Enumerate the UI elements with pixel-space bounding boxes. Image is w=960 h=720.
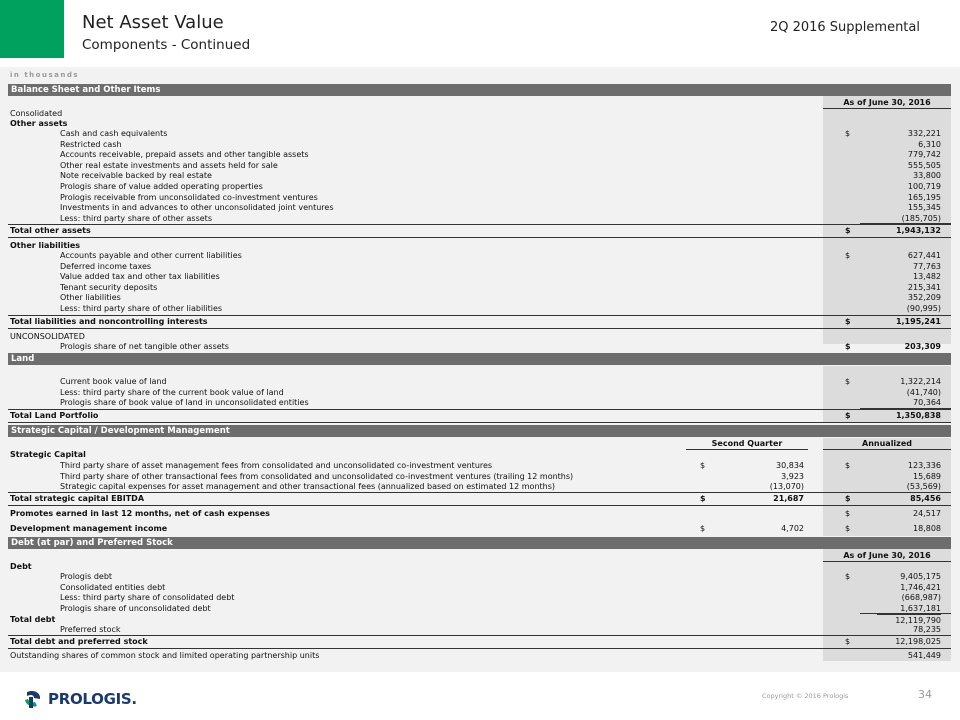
row-label: Accounts payable and other current liabilities bbox=[60, 251, 242, 260]
row-label: Third party share of other transactional fees from consolidated and unconsolidated co-investment ventures (trailing 12 months) bbox=[60, 471, 574, 481]
currency-symbol: $ bbox=[845, 637, 851, 646]
row-value: (41,740) bbox=[906, 387, 941, 397]
subtotal-rule bbox=[860, 408, 951, 409]
page-subtitle: Components - Continued bbox=[82, 37, 251, 53]
row-value: 100,719 bbox=[907, 182, 941, 191]
row-value: (668,987) bbox=[901, 593, 941, 603]
currency-symbol: $ bbox=[845, 251, 851, 260]
row-value: 1,322,214 bbox=[900, 377, 941, 386]
logo-wordmark: PROLOGIS. bbox=[48, 690, 137, 708]
row-label: Less: third party share of other liabilities bbox=[60, 304, 223, 313]
currency-symbol: $ bbox=[845, 572, 851, 581]
row-label: Total Land Portfolio bbox=[10, 411, 99, 420]
other-liability-row bbox=[8, 271, 951, 282]
other-asset-row bbox=[8, 181, 951, 192]
section-bar-debt: Debt (at par) and Preferred Stock bbox=[8, 537, 951, 549]
other-asset-row bbox=[8, 192, 951, 203]
row-label: Other assets bbox=[10, 119, 68, 128]
row-label: Total debt and preferred stock bbox=[10, 637, 148, 646]
land-row bbox=[8, 397, 951, 408]
subtotal-rule bbox=[860, 613, 951, 614]
outstanding-shares-row bbox=[8, 650, 951, 661]
row-label: Note receivable backed by real estate bbox=[60, 171, 212, 181]
row-value: 6,310 bbox=[918, 139, 941, 149]
other-liability-row bbox=[8, 303, 951, 314]
brand-color-block bbox=[0, 0, 64, 58]
strategic-capital-row bbox=[8, 471, 951, 482]
row-label: Other real estate investments and assets held for sale bbox=[60, 160, 278, 170]
row-value: (90,995) bbox=[906, 304, 941, 313]
row-value: 215,341 bbox=[907, 282, 941, 292]
row-value-quarter: 21,687 bbox=[773, 494, 804, 503]
row-label: Consolidated bbox=[10, 109, 63, 118]
other-liability-row bbox=[8, 261, 951, 272]
row-value: 352,209 bbox=[907, 293, 941, 303]
subtotal-rule bbox=[860, 223, 951, 224]
row-label: Prologis receivable from unconsolidated co-investment ventures bbox=[60, 192, 318, 202]
total-liabilities-row bbox=[8, 315, 951, 329]
unconsolidated-row bbox=[8, 341, 951, 352]
currency-symbol: $ bbox=[845, 524, 851, 533]
row-label: Other liabilities bbox=[60, 293, 121, 303]
row-label: Prologis debt bbox=[60, 572, 113, 581]
debt-row bbox=[8, 582, 951, 593]
row-label: Development management income bbox=[10, 524, 168, 533]
row-value: 78,235 bbox=[913, 625, 941, 634]
column-header-annualized: Annualized bbox=[823, 438, 951, 450]
row-value: 203,309 bbox=[904, 342, 941, 351]
currency-symbol: $ bbox=[845, 377, 851, 386]
units-note: in thousands bbox=[10, 71, 79, 79]
row-value: 33,800 bbox=[913, 171, 941, 181]
row-label: Consolidated entities debt bbox=[60, 582, 166, 592]
row-value: 70,364 bbox=[913, 398, 941, 408]
row-label: Prologis share of unconsolidated debt bbox=[60, 603, 211, 613]
row-label: Current book value of land bbox=[60, 377, 167, 386]
currency-symbol: $ bbox=[845, 317, 851, 326]
row-label: Less: third party share of other assets bbox=[60, 213, 212, 223]
other-asset-row bbox=[8, 213, 951, 224]
row-value: 779,742 bbox=[907, 150, 941, 160]
row-value: 12,119,790 bbox=[877, 614, 941, 626]
row-value: 12,198,025 bbox=[895, 637, 941, 646]
row-label: Value added tax and other tax liabilities bbox=[60, 272, 220, 282]
row-label: Tenant security deposits bbox=[60, 282, 158, 292]
row-value: (185,705) bbox=[901, 213, 941, 223]
currency-symbol: $ bbox=[700, 524, 706, 533]
row-label: Prologis share of net tangible other assets bbox=[60, 342, 229, 351]
total-land-row bbox=[8, 409, 951, 423]
total-other-assets-row bbox=[8, 224, 951, 238]
column-header-second-quarter: Second Quarter bbox=[686, 438, 808, 450]
section-bar-balance-sheet: Balance Sheet and Other Items bbox=[8, 84, 951, 96]
row-value: 1,637,181 bbox=[900, 603, 941, 613]
row-label: Investments in and advances to other unconsolidated joint ventures bbox=[60, 203, 334, 213]
other-liability-row bbox=[8, 250, 951, 261]
currency-symbol: $ bbox=[700, 494, 706, 503]
row-label: Total debt bbox=[10, 615, 56, 624]
currency-symbol: $ bbox=[700, 461, 706, 470]
debt-row bbox=[8, 571, 951, 582]
row-label: Total strategic capital EBITDA bbox=[10, 494, 145, 503]
other-liability-row bbox=[8, 282, 951, 293]
row-label: Restricted cash bbox=[60, 139, 122, 149]
row-label: Deferred income taxes bbox=[60, 261, 152, 271]
row-value: 627,441 bbox=[907, 251, 941, 260]
currency-symbol: $ bbox=[845, 342, 851, 351]
row-value-quarter: 3,923 bbox=[781, 471, 804, 481]
row-label: Total other assets bbox=[10, 226, 91, 235]
currency-symbol: $ bbox=[845, 226, 851, 235]
row-label: Third party share of asset management fees from consolidated and unconsolidated co-investment ventures bbox=[60, 461, 493, 470]
strategic-capital-row bbox=[8, 460, 951, 471]
row-value-quarter: 4,702 bbox=[781, 524, 804, 533]
row-value-annualized: (53,569) bbox=[906, 482, 941, 492]
row-label: Less: third party share of the current book value of land bbox=[60, 387, 284, 397]
row-label: Strategic capital expenses for asset management and other transactional fees (annualized based on estimated 12 months) bbox=[60, 482, 556, 492]
row-value: 1,943,132 bbox=[895, 226, 941, 235]
row-value-annualized: 18,808 bbox=[913, 524, 941, 533]
currency-symbol: $ bbox=[845, 411, 851, 420]
other-asset-row bbox=[8, 128, 951, 139]
row-value: 332,221 bbox=[907, 129, 941, 138]
row-label: Total liabilities and noncontrolling interests bbox=[10, 317, 208, 326]
row-value-quarter: 30,834 bbox=[776, 461, 804, 470]
preferred-stock-row bbox=[8, 624, 951, 635]
row-value-annualized: 15,689 bbox=[913, 471, 941, 481]
currency-symbol: $ bbox=[845, 461, 851, 470]
row-value: 1,746,421 bbox=[900, 582, 941, 592]
other-asset-row bbox=[8, 139, 951, 150]
other-asset-row bbox=[8, 160, 951, 171]
row-label: UNCONSOLIDATED bbox=[10, 332, 85, 341]
prologis-logo bbox=[22, 688, 137, 710]
row-value-annualized: 24,517 bbox=[913, 509, 941, 518]
currency-symbol: $ bbox=[845, 509, 851, 518]
other-asset-row bbox=[8, 170, 951, 181]
column-header-as-of: As of June 30, 2016 bbox=[823, 97, 951, 109]
total-strategic-capital-row bbox=[8, 492, 951, 506]
row-label: Prologis share of value added operating properties bbox=[60, 182, 263, 191]
land-row bbox=[8, 387, 951, 398]
row-label: Other liabilities bbox=[10, 241, 81, 250]
section-bar-strategic-capital: Strategic Capital / Development Management bbox=[8, 425, 951, 437]
row-value: 13,482 bbox=[913, 272, 941, 282]
row-label: Outstanding shares of common stock and limited operating partnership units bbox=[10, 651, 320, 660]
row-label: Preferred stock bbox=[60, 625, 121, 634]
currency-symbol: $ bbox=[845, 494, 851, 503]
strategic-capital-row bbox=[8, 481, 951, 492]
report-period: 2Q 2016 Supplemental bbox=[769, 20, 920, 35]
row-label: Strategic Capital bbox=[10, 450, 86, 459]
column-header-as-of-debt: As of June 30, 2016 bbox=[823, 550, 951, 562]
row-value: 541,449 bbox=[907, 651, 941, 660]
row-value: 9,405,175 bbox=[900, 572, 941, 581]
other-asset-row bbox=[8, 149, 951, 160]
other-asset-row bbox=[8, 202, 951, 213]
prologis-logo-icon bbox=[22, 688, 44, 710]
page-number: 34 bbox=[918, 688, 932, 701]
other-liability-row bbox=[8, 292, 951, 303]
debt-row bbox=[8, 592, 951, 603]
row-label: Prologis share of book value of land in unconsolidated entities bbox=[60, 398, 309, 408]
heading-strategic-capital bbox=[8, 449, 951, 460]
row-value: 155,345 bbox=[907, 203, 941, 213]
promotes-row bbox=[8, 508, 951, 519]
row-label: Promotes earned in last 12 months, net of cash expenses bbox=[10, 509, 270, 518]
row-value: 1,195,241 bbox=[895, 317, 941, 326]
page-title: Net Asset Value bbox=[82, 12, 224, 33]
row-label: Accounts receivable, prepaid assets and other tangible assets bbox=[60, 150, 309, 160]
row-value-annualized: 123,336 bbox=[907, 461, 941, 470]
currency-symbol: $ bbox=[845, 129, 851, 138]
development-management-row bbox=[8, 523, 951, 534]
land-row bbox=[8, 376, 951, 387]
debt-row bbox=[8, 603, 951, 614]
row-value-quarter: (13,070) bbox=[769, 482, 804, 492]
row-value: 1,350,838 bbox=[895, 411, 941, 420]
copyright-notice: Copyright © 2016 Prologis bbox=[762, 692, 849, 700]
row-label: Less: third party share of consolidated debt bbox=[60, 593, 235, 603]
row-value: 555,505 bbox=[907, 160, 941, 170]
row-label: Cash and cash equivalents bbox=[60, 129, 168, 138]
row-value: 165,195 bbox=[907, 192, 941, 202]
row-label: Debt bbox=[10, 562, 32, 571]
section-bar-land: Land bbox=[8, 353, 951, 365]
row-value-annualized: 85,456 bbox=[910, 494, 941, 503]
row-value: 77,763 bbox=[913, 261, 941, 271]
total-debt-preferred-row bbox=[8, 635, 951, 649]
